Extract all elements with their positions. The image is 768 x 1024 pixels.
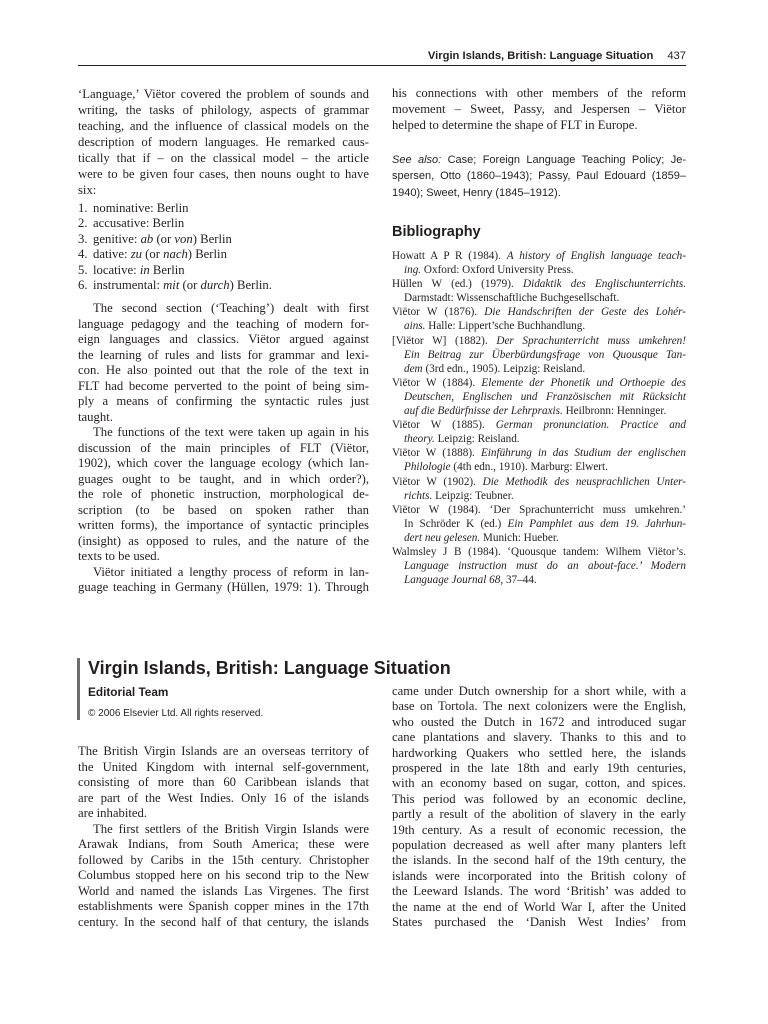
text-line: [78, 182, 369, 198]
bibliography-entry: [392, 503, 686, 545]
text-run: Walmsley J B (1984). ‘Quousque tandem: Wilhem Viëtor’s.: [392, 545, 686, 558]
bibliography-entry: [392, 249, 686, 277]
text-run: guage teaching in Germany (Hüllen, 1979: 1). Through: [78, 580, 369, 594]
text-line: [392, 334, 686, 348]
italic-text-run: theory.: [404, 433, 435, 446]
text-line: [78, 425, 369, 441]
italic-text-run: Ein Pamphlet aus dem 19. Jahrhun-: [507, 517, 687, 530]
running-head: [428, 49, 686, 63]
text-run: the learning of rules and lists for grammar and lexi-: [78, 347, 369, 362]
see-also: [392, 152, 686, 201]
bibliography-heading: Bibliography: [392, 224, 481, 240]
text-line: [78, 379, 369, 395]
text-run: Viëtor W (1885).: [392, 419, 496, 432]
italic-text-run: dert neu gelesen.: [404, 531, 481, 544]
text-run: In Schröder K (ed.): [404, 517, 508, 530]
text-line: [392, 838, 686, 853]
italic-text-run: Didaktik des Englischunterrichts.: [523, 278, 686, 291]
text-line: [78, 853, 369, 869]
text-run: Viëtor initiated a lengthy process of reform in lan-: [93, 564, 369, 579]
text-line: [78, 118, 369, 134]
text-line: [392, 305, 686, 319]
text-run: (4th edn., 1910). Marburg: Elwert.: [450, 461, 608, 474]
text-run: language pedagogy and the teaching of modern for-: [78, 316, 369, 331]
italic-text-run: Einführung in das Studium der englischen: [480, 447, 686, 460]
text-line: [78, 487, 369, 503]
italic-text-run: mit: [163, 278, 180, 293]
text-line: [78, 822, 369, 838]
list-item-text: [93, 278, 272, 293]
text-run: World and named the islands Las Virgenes. The first: [78, 883, 369, 898]
text-run: helped to determine the shape of FLT in Europe.: [392, 118, 638, 132]
history-paragraph-continued: [392, 684, 686, 931]
list-item: [78, 263, 369, 278]
text-run: Viëtor W (1888).: [392, 447, 481, 460]
text-line: [392, 263, 686, 277]
text-line: [392, 185, 686, 201]
text-run: Berlin: [149, 262, 185, 277]
text-line: [78, 565, 369, 581]
italic-text-run: von: [174, 231, 193, 246]
text-run: Viëtor W (1902).: [392, 475, 483, 488]
text-line: [78, 518, 369, 534]
teaching-paragraph: [78, 301, 369, 425]
text-run: spersen, Otto (1860–1943); Passy, Paul Edouard (1859–: [392, 170, 686, 183]
text-line: [78, 837, 369, 853]
text-run: accusative: Berlin: [93, 216, 185, 231]
text-run: Darmstadt: Wissenschaftliche Buchgesellschaft.: [404, 292, 620, 305]
text-line: [78, 134, 369, 150]
text-line: [392, 376, 686, 390]
text-run: (or: [153, 231, 175, 246]
list-number: 4.: [78, 247, 88, 262]
text-line: [392, 559, 686, 573]
text-run: the role of phonetic instruction, morphological de-: [78, 487, 369, 501]
text-line: [392, 460, 686, 474]
text-run: were to be given four cases, then nouns ought to have: [78, 167, 369, 181]
text-line: [392, 475, 686, 489]
text-run: scription (to be based on spoken rather than: [78, 502, 369, 517]
text-line: [78, 899, 369, 915]
text-run: con. He also pointed out that the role of the text in: [78, 363, 369, 377]
text-run: The first settlers of the British Virgin Islands were: [93, 821, 369, 836]
bibliography-entry: [392, 376, 686, 418]
italic-text-run: Ein Beitrag zur Überbürdungsfrage von Quousque Tan-: [404, 348, 686, 361]
list-item-text: [93, 232, 232, 247]
text-run: (or: [179, 278, 201, 293]
text-run: The second section (‘Teaching’) dealt with first: [93, 301, 369, 315]
text-run: dative:: [93, 247, 131, 262]
text-run: consisting of more than 60 Caribbean islands that: [78, 775, 369, 789]
text-run: population decreased as well after many planters left: [392, 838, 686, 853]
text-line: [392, 684, 686, 699]
text-run: cane plantations and slavery. Thanks to this and to: [392, 730, 686, 745]
reform-paragraph-continued: [392, 85, 686, 133]
history-paragraph: [78, 822, 369, 931]
running-head-rule: [78, 65, 686, 66]
overview-paragraph: [78, 744, 369, 822]
text-run: ) Berlin.: [229, 278, 272, 293]
text-run: taught.: [78, 409, 113, 424]
text-line: [392, 823, 686, 838]
text-line: [78, 86, 369, 102]
text-run: [Viëtor W] (1882).: [392, 334, 497, 347]
text-run: the Leeward Islands. The word ‘British’ was added to: [392, 884, 686, 899]
text-run: ‘Language,’ Viëtor covered the problem of sounds and: [78, 87, 369, 101]
text-run: Oxford: Oxford University Press.: [421, 264, 574, 277]
text-run: Case; Foreign Language Teaching Policy; Je-: [441, 154, 686, 166]
text-run: islands were incorporated into the British colony of: [392, 868, 686, 883]
italic-text-run: A history of English language teach-: [506, 250, 687, 262]
text-run: tically that if – on the classical model – the article: [78, 151, 369, 165]
italic-text-run: Language Journal 68,: [404, 574, 504, 587]
article-title-bar: [77, 658, 80, 720]
italic-text-run: in: [139, 262, 150, 277]
text-run: his connections with other members of the reform: [392, 86, 686, 100]
text-run: The British Virgin Islands are an overseas territory of: [78, 744, 369, 758]
text-run: Leipzig: Reisland.: [434, 433, 520, 446]
list-item: [78, 232, 369, 247]
principles-paragraph: [78, 425, 369, 565]
bibliography-entry: [392, 277, 686, 305]
copyright-notice: © 2006 Elsevier Ltd. All rights reserved.: [88, 708, 264, 719]
text-run: eign languages and classics. Viëtor argued against: [78, 332, 369, 346]
bibliography-entry: [392, 305, 686, 333]
text-line: [392, 418, 686, 432]
italic-text-run: auf die Bedürfnisse der Lehrpraxis.: [404, 405, 563, 418]
text-line: [78, 806, 369, 822]
text-line: [392, 531, 686, 545]
article-left-column-body: [78, 744, 369, 930]
bibliography-list: [392, 249, 686, 587]
text-line: [392, 277, 686, 291]
italic-text-run: German pronunciation. Practice and: [495, 419, 686, 432]
list-item: [78, 247, 369, 262]
text-line: [392, 85, 686, 101]
text-run: Viëtor W (1984). ‘Der Sprachunterricht muss umkehren.’: [392, 503, 686, 516]
italic-text-run: Language instruction must do an about-face.’ Modern: [404, 560, 686, 573]
list-item-text: [93, 201, 189, 216]
text-run: genitive:: [93, 231, 141, 246]
list-item-text: [93, 216, 184, 231]
text-run: century. In the second half of that century, the islands: [78, 914, 369, 929]
italic-text-run: Philologie: [404, 461, 451, 474]
text-line: [392, 715, 686, 730]
list-number: 1.: [78, 201, 88, 215]
text-run: Munich: Hueber.: [480, 531, 559, 544]
running-head-title: Virgin Islands, British: Language Situation: [427, 50, 654, 62]
text-line: [392, 404, 686, 418]
text-run: instrumental:: [93, 278, 164, 293]
text-line: [78, 394, 369, 410]
text-run: base on Tortola. The next colonizers were the English,: [392, 699, 686, 714]
text-line: [392, 117, 686, 133]
text-line: [78, 441, 369, 457]
text-line: [78, 410, 369, 426]
text-run: 1902), which cover the language ecology (which lan-: [78, 456, 369, 470]
text-run: Leipzig: Teubner.: [432, 489, 514, 502]
text-run: nominative: Berlin: [93, 201, 189, 215]
text-line: [392, 319, 686, 333]
italic-text-run: See also:: [392, 154, 442, 166]
list-item-text: [93, 247, 227, 262]
text-run: locative:: [93, 262, 140, 277]
italic-text-run: Die Handschriften der Geste des Lohér-: [484, 306, 686, 319]
text-run: (or: [141, 247, 164, 262]
list-number: 3.: [78, 231, 88, 246]
text-line: [392, 746, 686, 761]
text-run: 1940); Sweet, Henry (1845–1912).: [392, 186, 561, 199]
text-line: [78, 363, 369, 379]
italic-text-run: ing.: [404, 264, 422, 277]
text-run: are inhabited.: [78, 806, 148, 820]
italic-text-run: richts.: [404, 489, 433, 502]
text-run: Viëtor W (1884).: [392, 376, 482, 389]
text-line: [392, 761, 686, 776]
text-line: [392, 776, 686, 791]
text-line: [392, 101, 686, 117]
bibliography-entry: [392, 545, 686, 587]
text-line: [392, 517, 686, 531]
text-line: [78, 549, 369, 565]
text-line: [78, 301, 369, 317]
text-line: [392, 362, 686, 376]
text-run: This period was followed by an economic decline,: [392, 791, 686, 806]
text-line: [392, 900, 686, 915]
text-line: [78, 775, 369, 791]
text-line: [392, 545, 686, 559]
text-line: [78, 884, 369, 900]
text-line: [78, 332, 369, 348]
text-run: FLT had become perverted to the point of being sim-: [78, 378, 369, 393]
text-run: (insight) as opposed to rules, and the nature of the: [78, 533, 369, 548]
text-line: [78, 166, 369, 182]
text-run: came under Dutch ownership for a short while, with a: [392, 684, 686, 698]
text-run: Hüllen W (ed.) (1979).: [392, 278, 524, 291]
text-run: Arawak Indians, from South America; these were: [78, 837, 369, 851]
text-run: written forms), the importance of syntactic principles: [78, 518, 369, 532]
list-item-text: [93, 263, 185, 278]
text-run: hardworking Quakers who settled here, the islands: [392, 745, 686, 760]
text-line: [78, 456, 369, 472]
list-item: [78, 201, 369, 216]
text-line: [78, 760, 369, 776]
text-line: [78, 744, 369, 760]
text-line: [392, 573, 686, 587]
text-line: [78, 102, 369, 118]
bibliography-entry: [392, 334, 686, 376]
text-line: [78, 915, 369, 931]
list-number: 6.: [78, 278, 88, 293]
text-line: [392, 730, 686, 745]
text-line: [392, 152, 686, 168]
text-line: [78, 503, 369, 519]
bibliography-entry: [392, 418, 686, 446]
text-line: [392, 168, 686, 184]
text-run: partly a result of the abolition of slavery in the early: [392, 807, 686, 822]
text-line: [392, 807, 686, 822]
italic-text-run: zu: [130, 247, 142, 262]
list-number: 5.: [78, 262, 88, 277]
text-run: (3rd edn., 1905). Leipzig: Reisland.: [422, 362, 586, 375]
text-run: writing, the tasks of philology, aspects of grammar: [78, 103, 369, 117]
text-line: [392, 869, 686, 884]
text-line: [392, 432, 686, 446]
italic-text-run: Die Methodik des neusprachlichen Unter-: [482, 475, 687, 488]
text-run: 37–44.: [503, 574, 537, 587]
text-run: ) Berlin: [187, 247, 227, 262]
text-line: [78, 534, 369, 550]
text-line: [392, 291, 686, 305]
text-run: The functions of the text were taken up again in his: [93, 425, 369, 439]
text-line: [78, 791, 369, 807]
text-run: Columbus stopped here on his second trip to the New: [78, 868, 369, 882]
text-run: six:: [78, 183, 97, 197]
italic-text-run: Elemente der Phonetik und Orthoepie des: [481, 376, 686, 389]
text-line: [78, 868, 369, 884]
article-author: Editorial Team: [88, 685, 169, 699]
text-line: [78, 580, 369, 596]
text-line: [392, 792, 686, 807]
text-line: [392, 699, 686, 714]
text-run: the name at the end of World War I, after the United: [392, 899, 686, 914]
bibliography-entry: [392, 475, 686, 503]
text-run: establishments were Spanish copper mines in the 17th: [78, 899, 369, 913]
italic-text-run: nach: [163, 247, 188, 262]
text-run: the islands. In the second half of the 19th century, the: [392, 853, 686, 868]
italic-text-run: Der Sprachunterricht muss umkehren!: [496, 334, 687, 347]
italic-text-run: Deutschen, Englischen und Französischen mit Rücksicht: [404, 390, 686, 403]
case-list: [78, 201, 369, 293]
text-line: [78, 472, 369, 488]
text-run: with an economy based on sugar, cotton, and spices.: [392, 776, 686, 791]
list-item: [78, 278, 369, 293]
previous-article-intro-paragraph: [78, 86, 369, 198]
text-run: followed by Caribs in the 15th century. Christopher: [78, 852, 369, 867]
text-line: [392, 390, 686, 404]
list-item: [78, 216, 369, 231]
text-line: [78, 317, 369, 333]
text-run: Halle: Lippert’sche Buchhandlung.: [425, 320, 586, 333]
text-line: [78, 150, 369, 166]
text-line: [392, 915, 686, 930]
article-title: Virgin Islands, British: Language Situation: [88, 658, 451, 678]
text-run: prospered in the late 18th and early 19th centuries,: [392, 761, 686, 776]
text-run: States purchased the ‘Danish West Indies’ from: [392, 915, 686, 930]
text-run: movement – Sweet, Passy, and Jespersen – Viëtor: [392, 102, 686, 116]
text-run: who ousted the Dutch in 1672 and introduced sugar: [392, 714, 686, 729]
text-line: [392, 348, 686, 362]
list-number: 2.: [78, 216, 88, 231]
bibliography-entry: [392, 446, 686, 474]
reform-paragraph: [78, 565, 369, 596]
text-run: the United Kingdom with internal self-government,: [78, 759, 369, 774]
text-line: [392, 853, 686, 868]
text-line: [78, 348, 369, 364]
text-run: Howatt A P R (1984).: [392, 250, 507, 262]
text-run: are part of the West Indies. Only 16 of the islands: [78, 790, 369, 805]
italic-text-run: durch: [200, 278, 230, 293]
text-run: 19th century. As a result of economic recession, the: [392, 822, 686, 837]
page-number: 437: [667, 50, 686, 62]
text-line: [392, 503, 686, 517]
text-run: description of modern languages. He remarked caus-: [78, 135, 369, 149]
italic-text-run: ains.: [404, 320, 426, 333]
text-run: Heilbronn: Henninger.: [562, 405, 667, 418]
text-run: guages ought to be taught, and in which order?),: [78, 471, 369, 486]
text-line: [392, 489, 686, 503]
text-line: [392, 884, 686, 899]
italic-text-run: dem: [404, 362, 423, 375]
previous-article-left-column-body: [78, 301, 369, 596]
text-line: [392, 249, 686, 263]
text-run: teaching, and the influence of classical models on the: [78, 119, 369, 133]
text-run: ply a means of confirming the syntactic rules just: [78, 394, 369, 408]
text-run: discussion of the main principles of FLT (Viëtor,: [78, 440, 369, 455]
text-run: texts to be used.: [78, 549, 160, 563]
text-run: Viëtor W (1876).: [392, 306, 485, 319]
italic-text-run: ab: [140, 231, 154, 246]
text-line: [392, 446, 686, 460]
text-run: ) Berlin: [192, 231, 232, 246]
